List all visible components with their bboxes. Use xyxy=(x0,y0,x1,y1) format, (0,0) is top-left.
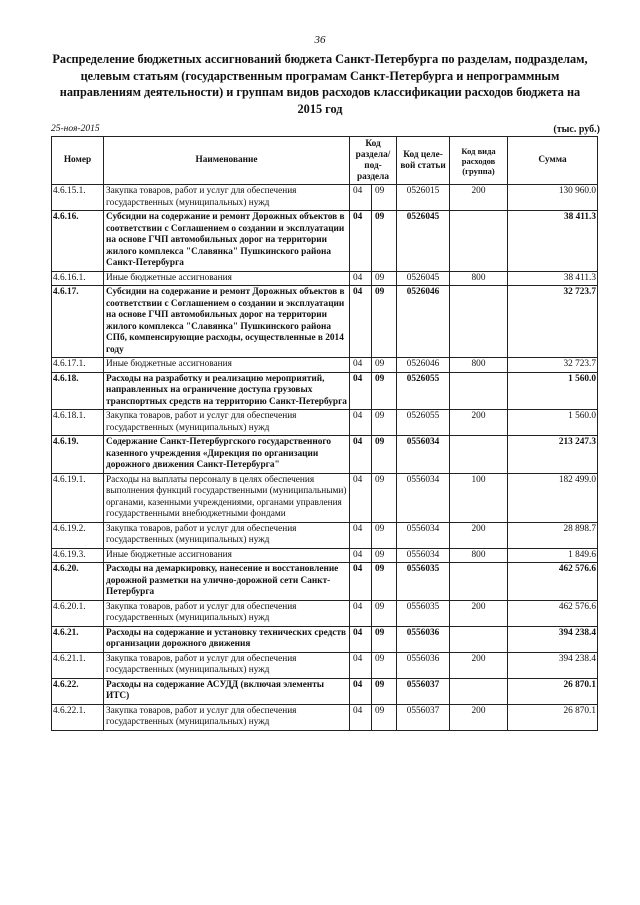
cell-number: 4.6.15.1. xyxy=(52,185,104,211)
cell-section: 04 xyxy=(350,372,372,410)
cell-name: Расходы на выплаты персоналу в целях обеспечения выполнения функций государственными (муниципальными) органами, казенными учреждениями, органами управления государственными внебюджетными фондами xyxy=(104,473,350,522)
cell-name: Закупка товаров, работ и услуг для обеспечения государственных (муниципальных) нужд xyxy=(104,704,350,730)
cell-amount: 462 576.6 xyxy=(508,563,598,601)
cell-name: Иные бюджетные ассигнования xyxy=(104,358,350,373)
table-row xyxy=(52,271,598,286)
table-row xyxy=(52,286,598,358)
cell-subsection: 09 xyxy=(372,410,397,436)
cell-expense-type: 800 xyxy=(450,358,508,373)
cell-expense-type: 200 xyxy=(450,652,508,678)
page-number: 36 xyxy=(314,34,326,46)
table-row xyxy=(52,185,598,211)
cell-article: 0556034 xyxy=(397,522,450,548)
cell-amount: 28 898.7 xyxy=(508,522,598,548)
header-article: Код целе-вой статьи xyxy=(397,137,450,185)
table-row xyxy=(52,358,598,373)
cell-subsection: 09 xyxy=(372,271,397,286)
cell-section: 04 xyxy=(350,271,372,286)
cell-name: Расходы на демаркировку, нанесение и восстановление дорожной разметки на улично-дорожной сети Санкт-Петербурга xyxy=(104,563,350,601)
cell-number: 4.6.19.2. xyxy=(52,522,104,548)
cell-expense-type: 200 xyxy=(450,704,508,730)
cell-expense-type: 800 xyxy=(450,548,508,563)
table-row xyxy=(52,436,598,474)
header-name: Наименование xyxy=(104,137,350,185)
cell-section: 04 xyxy=(350,600,372,626)
cell-section: 04 xyxy=(350,652,372,678)
cell-name: Закупка товаров, работ и услуг для обеспечения государственных (муниципальных) нужд xyxy=(104,522,350,548)
cell-number: 4.6.22. xyxy=(52,678,104,704)
cell-expense-type xyxy=(450,678,508,704)
cell-expense-type: 200 xyxy=(450,410,508,436)
cell-subsection: 09 xyxy=(372,522,397,548)
cell-section: 04 xyxy=(350,548,372,563)
cell-amount: 38 411.3 xyxy=(508,211,598,272)
cell-article: 0556034 xyxy=(397,473,450,522)
cell-name: Закупка товаров, работ и услуг для обеспечения государственных (муниципальных) нужд xyxy=(104,410,350,436)
cell-subsection: 09 xyxy=(372,600,397,626)
cell-section: 04 xyxy=(350,626,372,652)
cell-subsection: 09 xyxy=(372,652,397,678)
cell-amount: 32 723.7 xyxy=(508,286,598,358)
cell-subsection: 09 xyxy=(372,548,397,563)
table-row xyxy=(52,372,598,410)
cell-number: 4.6.18.1. xyxy=(52,410,104,436)
cell-number: 4.6.17. xyxy=(52,286,104,358)
table-row xyxy=(52,473,598,522)
cell-amount: 394 238.4 xyxy=(508,652,598,678)
cell-expense-type xyxy=(450,563,508,601)
cell-section: 04 xyxy=(350,704,372,730)
cell-name: Иные бюджетные ассигнования xyxy=(104,271,350,286)
cell-name: Расходы на разработку и реализацию мероприятий, направленных на ограничение доступа грузовых транспортных средств на территорию Санкт-Петербурга xyxy=(104,372,350,410)
cell-expense-type xyxy=(450,436,508,474)
cell-section: 04 xyxy=(350,473,372,522)
cell-amount: 182 499.0 xyxy=(508,473,598,522)
cell-number: 4.6.20.1. xyxy=(52,600,104,626)
cell-name: Закупка товаров, работ и услуг для обеспечения государственных (муниципальных) нужд xyxy=(104,600,350,626)
cell-amount: 130 960.0 xyxy=(508,185,598,211)
cell-expense-type: 100 xyxy=(450,473,508,522)
cell-article: 0556034 xyxy=(397,436,450,474)
cell-article: 0526055 xyxy=(397,410,450,436)
cell-name: Иные бюджетные ассигнования xyxy=(104,548,350,563)
cell-subsection: 09 xyxy=(372,372,397,410)
cell-article: 0556035 xyxy=(397,563,450,601)
cell-section: 04 xyxy=(350,678,372,704)
cell-number: 4.6.19.3. xyxy=(52,548,104,563)
cell-number: 4.6.16. xyxy=(52,211,104,272)
cell-article: 0556037 xyxy=(397,704,450,730)
cell-subsection: 09 xyxy=(372,563,397,601)
header-number: Номер xyxy=(52,137,104,185)
cell-article: 0526045 xyxy=(397,211,450,272)
table-row xyxy=(52,704,598,730)
cell-expense-type xyxy=(450,286,508,358)
cell-amount: 26 870.1 xyxy=(508,704,598,730)
units-label: (тыс. руб.) xyxy=(553,124,600,135)
table-row xyxy=(52,522,598,548)
cell-subsection: 09 xyxy=(372,626,397,652)
cell-name: Закупка товаров, работ и услуг для обеспечения государственных (муниципальных) нужд xyxy=(104,185,350,211)
cell-expense-type xyxy=(450,372,508,410)
table-row xyxy=(52,211,598,272)
cell-amount: 1 849.6 xyxy=(508,548,598,563)
cell-expense-type xyxy=(450,211,508,272)
cell-article: 0526046 xyxy=(397,358,450,373)
cell-amount: 213 247.3 xyxy=(508,436,598,474)
header-amount: Сумма xyxy=(508,137,598,185)
cell-expense-type: 800 xyxy=(450,271,508,286)
cell-article: 0556035 xyxy=(397,600,450,626)
table-row xyxy=(52,548,598,563)
table-header-row xyxy=(52,137,598,185)
cell-amount: 38 411.3 xyxy=(508,271,598,286)
cell-amount: 26 870.1 xyxy=(508,678,598,704)
cell-subsection: 09 xyxy=(372,704,397,730)
cell-amount: 32 723.7 xyxy=(508,358,598,373)
cell-section: 04 xyxy=(350,522,372,548)
cell-number: 4.6.22.1. xyxy=(52,704,104,730)
document-date: 25-ноя-2015 xyxy=(51,124,100,134)
cell-section: 04 xyxy=(350,286,372,358)
cell-article: 0556037 xyxy=(397,678,450,704)
table-body xyxy=(52,185,598,731)
cell-subsection: 09 xyxy=(372,211,397,272)
cell-amount: 1 560.0 xyxy=(508,372,598,410)
cell-amount: 394 238.4 xyxy=(508,626,598,652)
cell-number: 4.6.18. xyxy=(52,372,104,410)
cell-number: 4.6.21.1. xyxy=(52,652,104,678)
cell-name: Субсидии на содержание и ремонт Дорожных объектов в соответствии с Соглашением о создании и эксплуатации на основе ГЧП автомобильных дорог на территории жилого комплекса "Славянка" Пушкинского района Санкт-Петербурга xyxy=(104,211,350,272)
cell-subsection: 09 xyxy=(372,678,397,704)
cell-name: Расходы на содержание АСУДД (включая элементы ИТС) xyxy=(104,678,350,704)
cell-name: Субсидии на содержание и ремонт Дорожных объектов в соответствии с Соглашением о создании и эксплуатации на основе ГЧП автомобильных дорог на территории жилого комплекса "Славянка" Пушкинского района СПб, компенсирующие расходы, осуществленные в 2014 году xyxy=(104,286,350,358)
table-row xyxy=(52,652,598,678)
cell-section: 04 xyxy=(350,211,372,272)
cell-expense-type: 200 xyxy=(450,185,508,211)
cell-number: 4.6.20. xyxy=(52,563,104,601)
table-row xyxy=(52,563,598,601)
cell-name: Расходы на содержание и установку технических средств организации дорожного движения xyxy=(104,626,350,652)
table-row xyxy=(52,678,598,704)
cell-subsection: 09 xyxy=(372,286,397,358)
cell-section: 04 xyxy=(350,358,372,373)
cell-article: 0556036 xyxy=(397,652,450,678)
cell-subsection: 09 xyxy=(372,436,397,474)
cell-section: 04 xyxy=(350,436,372,474)
cell-number: 4.6.16.1. xyxy=(52,271,104,286)
header-expense-type: Код вида расходов (группа) xyxy=(450,137,508,185)
cell-number: 4.6.19.1. xyxy=(52,473,104,522)
cell-subsection: 09 xyxy=(372,185,397,211)
cell-subsection: 09 xyxy=(372,473,397,522)
cell-amount: 1 560.0 xyxy=(508,410,598,436)
cell-section: 04 xyxy=(350,185,372,211)
cell-expense-type: 200 xyxy=(450,522,508,548)
table-row xyxy=(52,410,598,436)
budget-table xyxy=(51,136,598,731)
cell-number: 4.6.21. xyxy=(52,626,104,652)
cell-number: 4.6.17.1. xyxy=(52,358,104,373)
table-row xyxy=(52,626,598,652)
cell-section: 04 xyxy=(350,410,372,436)
cell-expense-type xyxy=(450,626,508,652)
cell-subsection: 09 xyxy=(372,358,397,373)
cell-article: 0556036 xyxy=(397,626,450,652)
cell-article: 0526045 xyxy=(397,271,450,286)
cell-section: 04 xyxy=(350,563,372,601)
cell-number: 4.6.19. xyxy=(52,436,104,474)
cell-article: 0526015 xyxy=(397,185,450,211)
table-row xyxy=(52,600,598,626)
document-title: Распределение бюджетных ассигнований бюджета Санкт-Петербурга по разделам, подразделам, целевым статьям (государственным програмам Санкт-Петербурга и непрограммным направлениям деятельности) и группам видов расходов классификации расходов бюджета на 2015 год xyxy=(52,52,588,116)
cell-article: 0556034 xyxy=(397,548,450,563)
cell-article: 0526046 xyxy=(397,286,450,358)
cell-expense-type: 200 xyxy=(450,600,508,626)
header-section: Код раздела/ под-раздела xyxy=(350,137,397,185)
cell-article: 0526055 xyxy=(397,372,450,410)
cell-amount: 462 576.6 xyxy=(508,600,598,626)
cell-name: Закупка товаров, работ и услуг для обеспечения государственных (муниципальных) нужд xyxy=(104,652,350,678)
cell-name: Содержание Санкт-Петербургского государственного казенного учреждения «Дирекция по организации дорожного движения Санкт-Петербурга" xyxy=(104,436,350,474)
